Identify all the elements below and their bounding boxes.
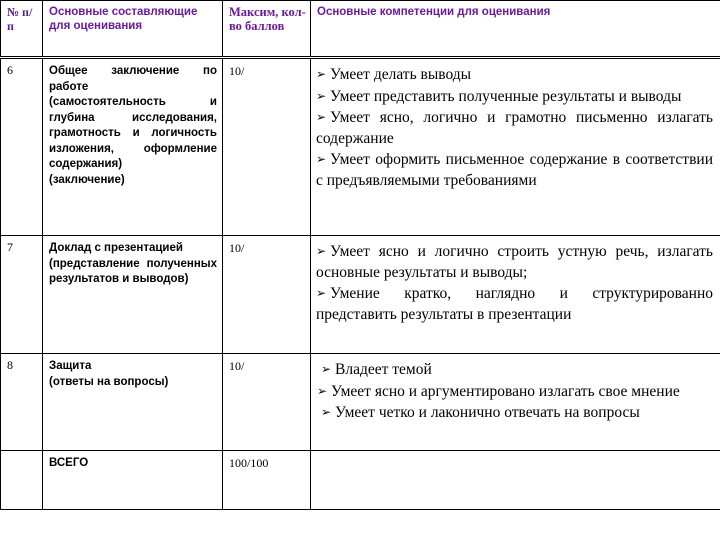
row-competencies <box>311 59 720 191</box>
arrow-bullet-icon: ➢ <box>316 286 327 300</box>
row-competencies <box>311 236 720 325</box>
row-max-score: 10/ <box>229 241 245 255</box>
row-max-score: 10/ <box>229 64 245 78</box>
header-num-cell <box>1 1 43 58</box>
list-item: ➢ Владеет темой <box>321 361 432 378</box>
header-competencies-cell <box>311 1 720 58</box>
table-row <box>1 236 720 354</box>
table-row <box>1 58 720 236</box>
criterion-line: (представление полученных результатов и выводов) <box>49 257 217 285</box>
table-row <box>1 354 720 451</box>
arrow-bullet-icon: ➢ <box>316 88 327 103</box>
header-num: № п/п <box>7 5 33 33</box>
total-competencies-cell <box>311 451 720 510</box>
criterion-line: (заключение) <box>49 173 125 186</box>
list-item: ➢ Умеет представить полученные результаты и выводы <box>316 87 682 105</box>
header-competencies: Основные компетенции для оценивания <box>317 6 551 18</box>
row-criterion <box>43 236 222 288</box>
row-max-score: 10/ <box>229 359 245 373</box>
table-header-row <box>1 1 720 58</box>
total-row <box>1 451 720 510</box>
arrow-bullet-icon: ➢ <box>317 383 328 398</box>
arrow-bullet-icon: ➢ <box>316 67 327 81</box>
total-max-score: 100/100 <box>229 456 269 470</box>
total-label: ВСЕГО <box>49 457 89 469</box>
list-item: ➢ Умеет делать выводы <box>316 66 472 83</box>
list-item: ➢ Умеет оформить письменное содержание в соответствии с предъявляемыми требованиями <box>316 151 713 189</box>
list-item: ➢ Умение кратко, наглядно и структурированно представить результаты в презентации <box>316 285 713 323</box>
list-item: ➢ Умеет ясно и аргументировано излагать свое мнение <box>317 382 680 400</box>
arrow-bullet-icon: ➢ <box>321 362 332 376</box>
list-item: ➢ Умеет четко и лаконично отвечать на вопросы <box>321 404 640 421</box>
arrow-bullet-icon: ➢ <box>316 110 327 124</box>
header-criteria-cell <box>43 1 223 58</box>
row-num: 8 <box>7 358 13 372</box>
criterion-line: Общее заключение по работе <box>49 65 217 93</box>
list-item: ➢ Умеет ясно и логично строить устную речь, излагать основные результаты и выводы; <box>316 243 713 281</box>
list-item: ➢ Умеет ясно, логично и грамотно письменно излагать содержание <box>316 109 713 147</box>
header-criteria: Основные составляющие для оценивания <box>49 6 198 32</box>
arrow-bullet-icon: ➢ <box>316 152 327 166</box>
arrow-bullet-icon: ➢ <box>316 244 327 258</box>
arrow-bullet-icon: ➢ <box>321 405 332 419</box>
row-criterion <box>43 59 222 188</box>
criterion-line: (самостоятельность и глубина исследования, грамотность и логичность изложения, оформление содержания) <box>49 96 217 170</box>
header-max-cell <box>223 1 311 58</box>
criterion-line: Доклад с презентацией <box>49 242 183 254</box>
criterion-line: (ответы на вопросы) <box>49 375 169 388</box>
row-num: 6 <box>7 63 13 77</box>
row-num: 7 <box>7 240 13 254</box>
criterion-line: Защита <box>49 360 92 372</box>
header-max: Максим, кол-во баллов <box>229 5 306 33</box>
row-criterion <box>43 354 222 390</box>
row-competencies <box>311 354 720 424</box>
total-num-cell <box>1 451 43 510</box>
